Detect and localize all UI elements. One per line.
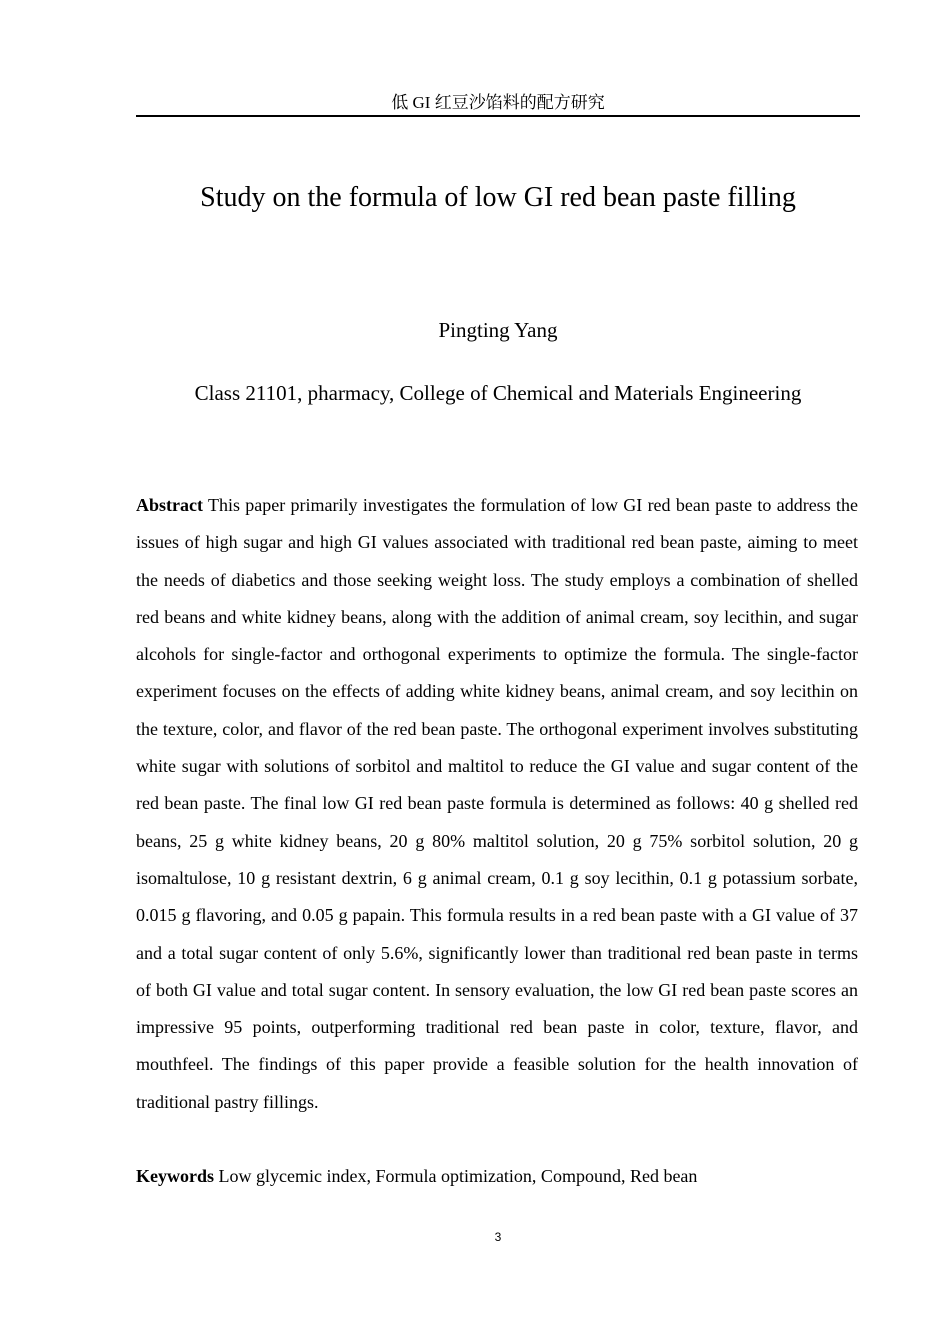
keywords-label: Keywords	[136, 1166, 214, 1186]
abstract-label: Abstract	[136, 495, 203, 515]
header-rule	[136, 115, 860, 117]
abstract-text: This paper primarily investigates the formulation of low GI red bean paste to address the issues of high sugar and high GI values associated with traditional red bean paste, aiming to meet the needs of diabetics and those seeking weight loss. The study employs a combination of shelled red beans and white kidney beans, along with the addition of animal cream, soy lecithin, and sugar alcohols for single-factor and orthogonal experiments to optimize the formula. The single-factor experiment focuses on the effects of adding white kidney beans, animal cream, and soy lecithin on the texture, color, and flavor of the red bean paste. The orthogonal experiment involves substituting white sugar with solutions of sorbitol and maltitol to reduce the GI value and sugar content of the red bean paste. The final low GI red bean paste formula is determined as follows: 40 g shelled red beans, 25 g white kidney beans, 20 g 80% maltitol solution, 20 g 75% sorbitol solution, 20 g isomaltulose, 10 g resistant dextrin, 6 g animal cream, 0.1 g soy lecithin, 0.1 g potassium sorbate, 0.015 g flavoring, and 0.05 g papain. This formula results in a red bean paste with a GI value of 37 and a total sugar content of only 5.6%, significantly lower than traditional red bean paste in terms of both GI value and total sugar content. In sensory evaluation, the low GI red bean paste scores an impressive 95 points, outperforming traditional red bean paste in color, texture, flavor, and mouthfeel. The findings of this paper provide a feasible solution for the health innovation of traditional pastry fillings.	[136, 495, 858, 1112]
author-affiliation: Class 21101, pharmacy, College of Chemical and Materials Engineering	[194, 381, 802, 405]
keywords-paragraph	[136, 1158, 858, 1195]
paper-title: Study on the formula of low GI red bean paste filling	[200, 182, 796, 213]
page-number: 3	[494, 1230, 502, 1244]
running-header: 低 GI 红豆沙馅料的配方研究	[391, 93, 605, 112]
keywords-text: Low glycemic index, Formula optimization, Compound, Red bean	[218, 1166, 698, 1186]
author-name: Pingting Yang	[438, 318, 558, 342]
abstract-paragraph	[136, 487, 858, 1121]
